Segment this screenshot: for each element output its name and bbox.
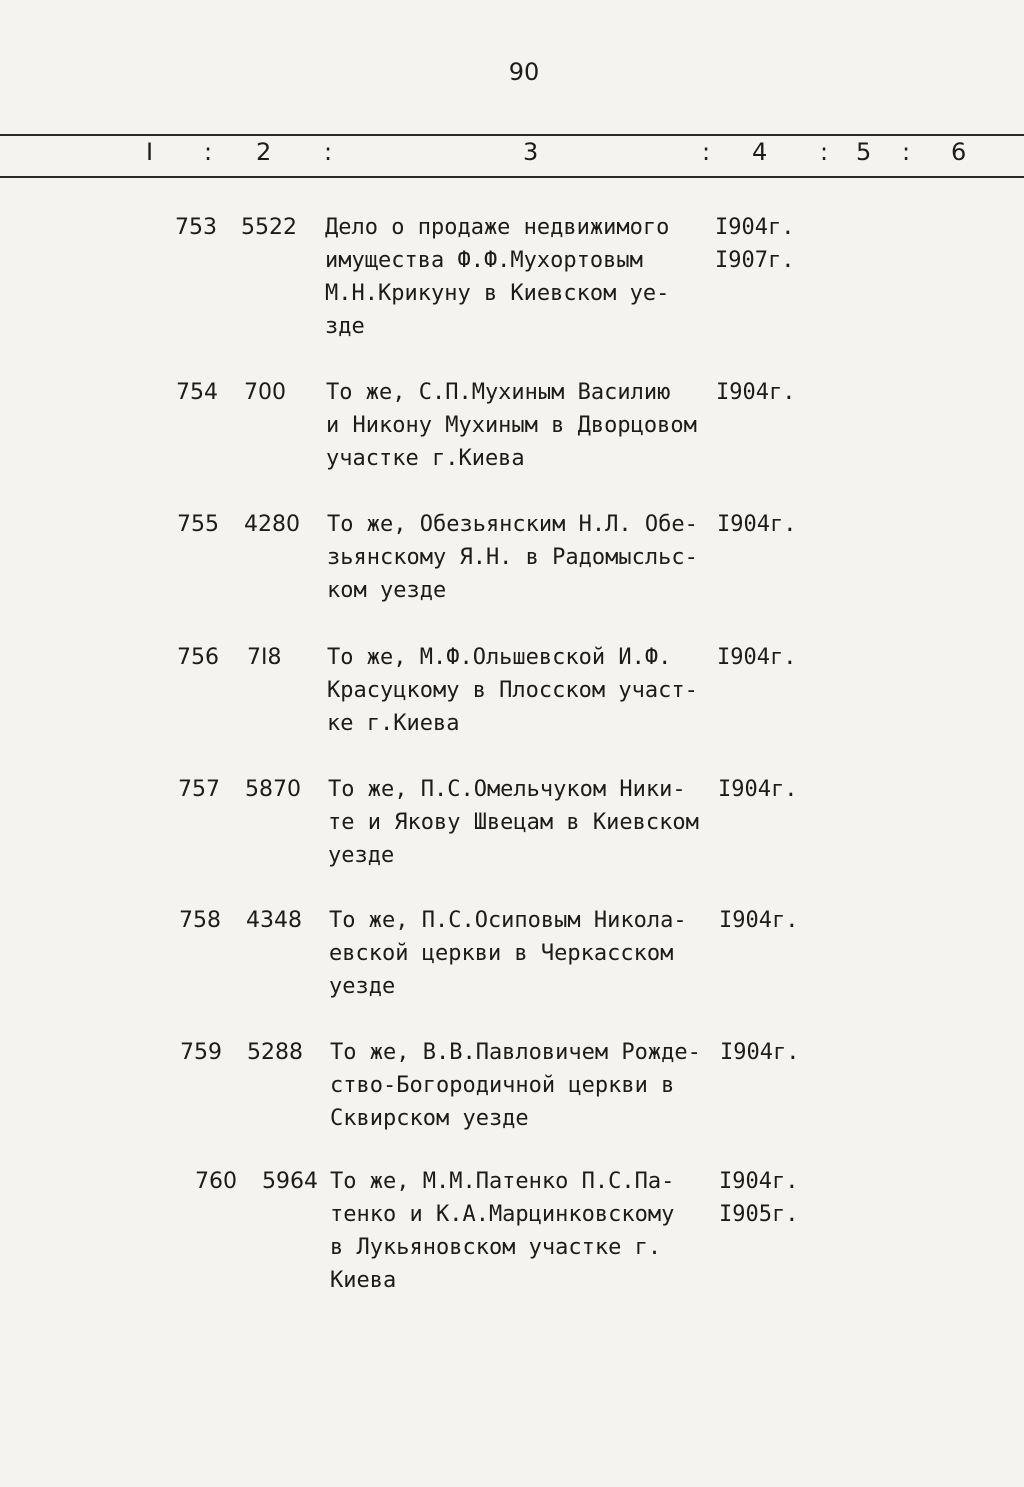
record-description bbox=[330, 1036, 720, 1135]
column-separator: : bbox=[702, 138, 711, 166]
record-number: 759 bbox=[180, 1040, 222, 1065]
description-line: уезде bbox=[329, 974, 396, 999]
record-year: I904г. bbox=[720, 1040, 800, 1065]
record-years bbox=[720, 1036, 799, 1069]
record-years bbox=[715, 211, 794, 277]
record-description bbox=[326, 376, 716, 475]
description-line: Киева bbox=[330, 1268, 397, 1293]
record-year: I904г. bbox=[717, 645, 797, 670]
description-line: ство-Богородичной церкви в bbox=[330, 1073, 675, 1098]
description-line: уезде bbox=[328, 843, 395, 868]
record-years bbox=[718, 773, 797, 806]
record-number: 753 bbox=[175, 215, 217, 240]
column-header-4: 4 bbox=[752, 138, 768, 166]
record-number: 757 bbox=[178, 777, 220, 802]
description-line: То же, П.С.Омельчуком Ники- bbox=[328, 777, 686, 802]
record-year: I904г. bbox=[716, 380, 796, 405]
record-number: 755 bbox=[177, 512, 219, 537]
header-rule-bottom bbox=[0, 176, 1024, 178]
description-line: То же, М.Ф.Ольшевской И.Ф. bbox=[327, 645, 672, 670]
record-number: 758 bbox=[179, 908, 221, 933]
description-line: имущества Ф.Ф.Мухортовым bbox=[325, 248, 643, 273]
description-line: То же, Обезьянским Н.Л. Обе- bbox=[327, 512, 698, 537]
record-description bbox=[329, 904, 719, 1003]
description-line: То же, В.В.Павловичем Рожде- bbox=[330, 1040, 701, 1065]
description-line: То же, П.С.Осиповым Никола- bbox=[329, 908, 687, 933]
record-description bbox=[327, 641, 717, 740]
record-description bbox=[327, 508, 717, 607]
record-description bbox=[330, 1165, 720, 1297]
record-code: 4348 bbox=[246, 908, 302, 933]
description-line: ке г.Киева bbox=[327, 711, 460, 736]
record-code: 5522 bbox=[241, 215, 297, 240]
column-separator: : bbox=[204, 138, 213, 166]
description-line: те и Якову Швецам в Киевском bbox=[328, 810, 699, 835]
description-line: То же, М.М.Патенко П.С.Па- bbox=[330, 1169, 675, 1194]
record-years bbox=[717, 641, 796, 674]
column-header-5: 5 bbox=[856, 138, 872, 166]
column-separator: : bbox=[324, 138, 333, 166]
column-header-6: 6 bbox=[951, 138, 967, 166]
description-line: Дело о продаже недвижимого bbox=[325, 215, 670, 240]
description-line: М.Н.Крикуну в Киевском уе- bbox=[325, 281, 670, 306]
record-year: I904г. bbox=[715, 215, 795, 240]
column-separator: : bbox=[902, 138, 911, 166]
description-line: Сквирском уезде bbox=[330, 1106, 529, 1131]
record-description bbox=[325, 211, 715, 343]
record-code: 4280 bbox=[244, 512, 300, 537]
record-code: 5870 bbox=[245, 777, 301, 802]
record-code: 5288 bbox=[247, 1040, 303, 1065]
record-number: 756 bbox=[177, 645, 219, 670]
record-years bbox=[717, 508, 796, 541]
record-number: 754 bbox=[176, 380, 218, 405]
page-number: 90 bbox=[508, 58, 540, 86]
record-year: I904г. bbox=[719, 1169, 799, 1194]
record-year: I904г. bbox=[718, 777, 798, 802]
record-year: I904г. bbox=[719, 908, 799, 933]
record-year: I904г. bbox=[717, 512, 797, 537]
description-line: евской церкви в Черкасском bbox=[329, 941, 674, 966]
header-rule-top bbox=[0, 134, 1024, 136]
column-header-2: 2 bbox=[256, 138, 272, 166]
description-line: Красуцкому в Плосском участ- bbox=[327, 678, 698, 703]
record-code: 7I8 bbox=[247, 645, 282, 670]
record-code: 700 bbox=[244, 380, 286, 405]
description-line: зьянскому Я.Н. в Радомысльс- bbox=[327, 545, 698, 570]
record-years bbox=[719, 1165, 798, 1231]
description-line: То же, С.П.Мухиным Василию bbox=[326, 380, 671, 405]
column-separator: : bbox=[820, 138, 829, 166]
column-header-3: 3 bbox=[523, 138, 539, 166]
record-description bbox=[328, 773, 718, 872]
record-years bbox=[716, 376, 795, 409]
column-header-1: I bbox=[146, 138, 154, 166]
description-line: ком уезде bbox=[327, 578, 447, 603]
description-line: и Никону Мухиным в Дворцовом bbox=[326, 413, 697, 438]
description-line: зде bbox=[325, 314, 365, 339]
record-code: 5964 bbox=[262, 1169, 318, 1194]
description-line: участке г.Киева bbox=[326, 446, 525, 471]
record-year: I905г. bbox=[719, 1202, 799, 1227]
description-line: тенко и К.А.Марцинковскому bbox=[330, 1202, 675, 1227]
description-line: в Лукьяновском участке г. bbox=[330, 1235, 662, 1260]
record-number: 760 bbox=[195, 1169, 237, 1194]
record-year: I907г. bbox=[715, 248, 795, 273]
record-years bbox=[719, 904, 798, 937]
